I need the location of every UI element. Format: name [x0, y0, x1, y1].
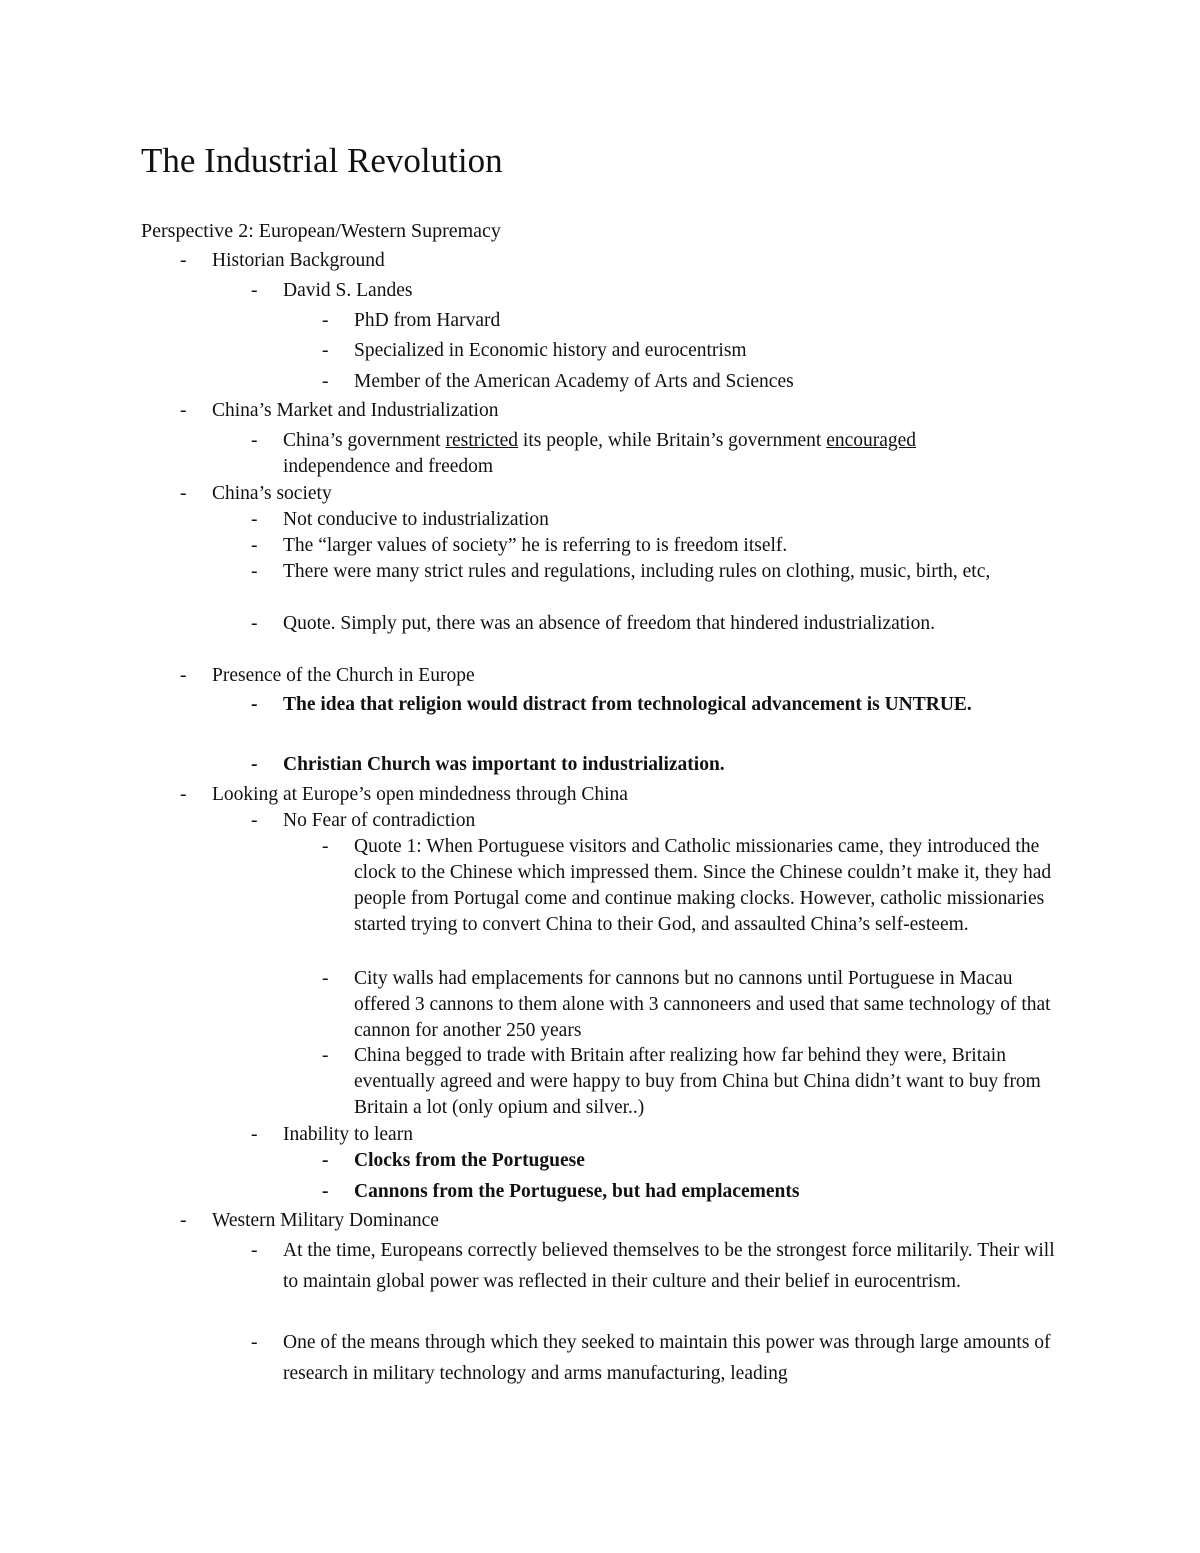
list-item-church-presence [180, 663, 1072, 689]
text-run: China’s government [283, 430, 446, 451]
bullet-dash: - [180, 483, 187, 504]
item-text: China’s Market and Industrialization [212, 400, 499, 421]
document-title: The Industrial Revolution [141, 141, 503, 180]
bullet-dash: - [322, 340, 329, 361]
item-text: Cannons from the Portuguese, but had emplacements [354, 1181, 800, 1202]
bullet-dash: - [251, 613, 258, 634]
bullet-dash: - [251, 509, 258, 530]
item-text: The “larger values of society” he is referring to is freedom itself. [283, 535, 788, 556]
bullet-dash: - [180, 1210, 187, 1231]
item-text: Quote 1: When Portuguese visitors and Catholic missionaries came, they introduced the clock to the Chinese which impressed them. Since the Chinese couldn’t make it, they had people from Portugal come and continue making clocks. However, catholic missionaries started trying to convert China to their God, and assaulted China’s self-esteem. [354, 836, 1052, 935]
bullet-dash: - [322, 836, 329, 857]
list-item-not-conducive [251, 507, 1063, 533]
item-text: PhD from Harvard [354, 310, 501, 331]
item-text: Western Military Dominance [212, 1210, 439, 1231]
item-text: Specialized in Economic history and eurocentrism [354, 340, 747, 361]
bullet-dash: - [251, 535, 258, 556]
item-text: Presence of the Church in Europe [212, 665, 475, 686]
bullet-dash: - [180, 400, 187, 421]
bullet-dash: - [251, 1240, 258, 1261]
section-heading: Perspective 2: European/Western Supremacy [141, 220, 501, 242]
list-item-specialized [322, 338, 1064, 364]
list-item-clocks [322, 1148, 1064, 1174]
bullet-dash: - [322, 1045, 329, 1066]
list-item-member [322, 369, 1064, 395]
bullet-dash: - [251, 810, 258, 831]
bullet-dash: - [251, 694, 258, 715]
list-item-military [180, 1208, 1072, 1234]
list-item-inability [251, 1122, 1063, 1148]
item-text: The idea that religion would distract from technological advancement is UNTRUE. [283, 694, 972, 715]
underlined-word-restricted: restricted [445, 430, 519, 451]
item-text: Inability to learn [283, 1124, 413, 1145]
item-text: Christian Church was important to industrialization. [283, 754, 725, 775]
bullet-dash: - [322, 968, 329, 989]
bullet-dash: - [180, 250, 187, 271]
item-text: Not conducive to industrialization [283, 509, 549, 530]
item-text: Member of the American Academy of Arts and Sciences [354, 371, 794, 392]
list-item-phd [322, 308, 1064, 334]
text-run: its people, while Britain’s government [518, 430, 827, 451]
list-item-quote-simply [251, 611, 1063, 637]
bullet-dash: - [251, 1124, 258, 1145]
item-text [283, 428, 1063, 480]
bullet-dash: - [322, 1181, 329, 1202]
bullet-dash: - [322, 310, 329, 331]
list-item-china-society [180, 481, 1072, 507]
list-item-government [251, 428, 1063, 480]
item-text: One of the means through which they seeked to maintain this power was through large amounts of research in military technology and arms manufacturing, leading [283, 1332, 1051, 1384]
list-item-landes [251, 278, 1063, 304]
list-item-one-of-means [251, 1327, 1063, 1389]
list-item-christian-church [251, 752, 1063, 778]
list-item-cannons [322, 1179, 1064, 1205]
list-item-no-fear [251, 808, 1063, 834]
item-text: Historian Background [212, 250, 385, 271]
list-item-larger-values [251, 533, 1063, 559]
bullet-dash: - [251, 430, 258, 451]
list-item-religion-untrue [251, 689, 1063, 720]
item-text: At the time, Europeans correctly believed themselves to be the strongest force militarily. Their will to maintain global power was reflected in their culture and their belief in eurocentrism. [283, 1240, 1055, 1292]
item-text: Looking at Europe’s open mindedness through China [212, 784, 628, 805]
bullet-dash: - [180, 665, 187, 686]
item-text: Clocks from the Portuguese [354, 1150, 585, 1171]
list-item-china-begged [322, 1043, 1064, 1121]
item-text: There were many strict rules and regulations, including rules on clothing, music, birth, etc, [283, 561, 991, 582]
bullet-dash: - [251, 561, 258, 582]
bullet-dash: - [322, 1150, 329, 1171]
list-item-historian-background [180, 248, 1072, 274]
list-item-china-market [180, 398, 1072, 424]
text-run: independence and freedom [283, 456, 494, 477]
item-text: David S. Landes [283, 280, 413, 301]
underlined-word-encouraged: encouraged [826, 430, 917, 451]
item-text: China begged to trade with Britain after realizing how far behind they were, Britain eventually agreed and were happy to buy from China but China didn’t want to buy from Britain a lot (only opium and silver..) [354, 1045, 1041, 1118]
item-text: City walls had emplacements for cannons but no cannons until Portuguese in Macau offered 3 cannons to them alone with 3 cannoneers and used that same technology of that cannon for another 250 years [354, 968, 1051, 1041]
list-item-strict-rules [251, 559, 1063, 585]
item-text: No Fear of contradiction [283, 810, 476, 831]
bullet-dash: - [251, 280, 258, 301]
list-item-open-mindedness [180, 782, 1072, 808]
bullet-dash: - [251, 1332, 258, 1353]
list-item-quote-1 [322, 834, 1064, 938]
list-item-at-the-time [251, 1235, 1063, 1297]
item-text: China’s society [212, 483, 332, 504]
bullet-dash: - [322, 371, 329, 392]
bullet-dash: - [251, 754, 258, 775]
bullet-dash: - [180, 784, 187, 805]
list-item-city-walls [322, 966, 1064, 1044]
item-text: Quote. Simply put, there was an absence of freedom that hindered industrialization. [283, 613, 935, 634]
